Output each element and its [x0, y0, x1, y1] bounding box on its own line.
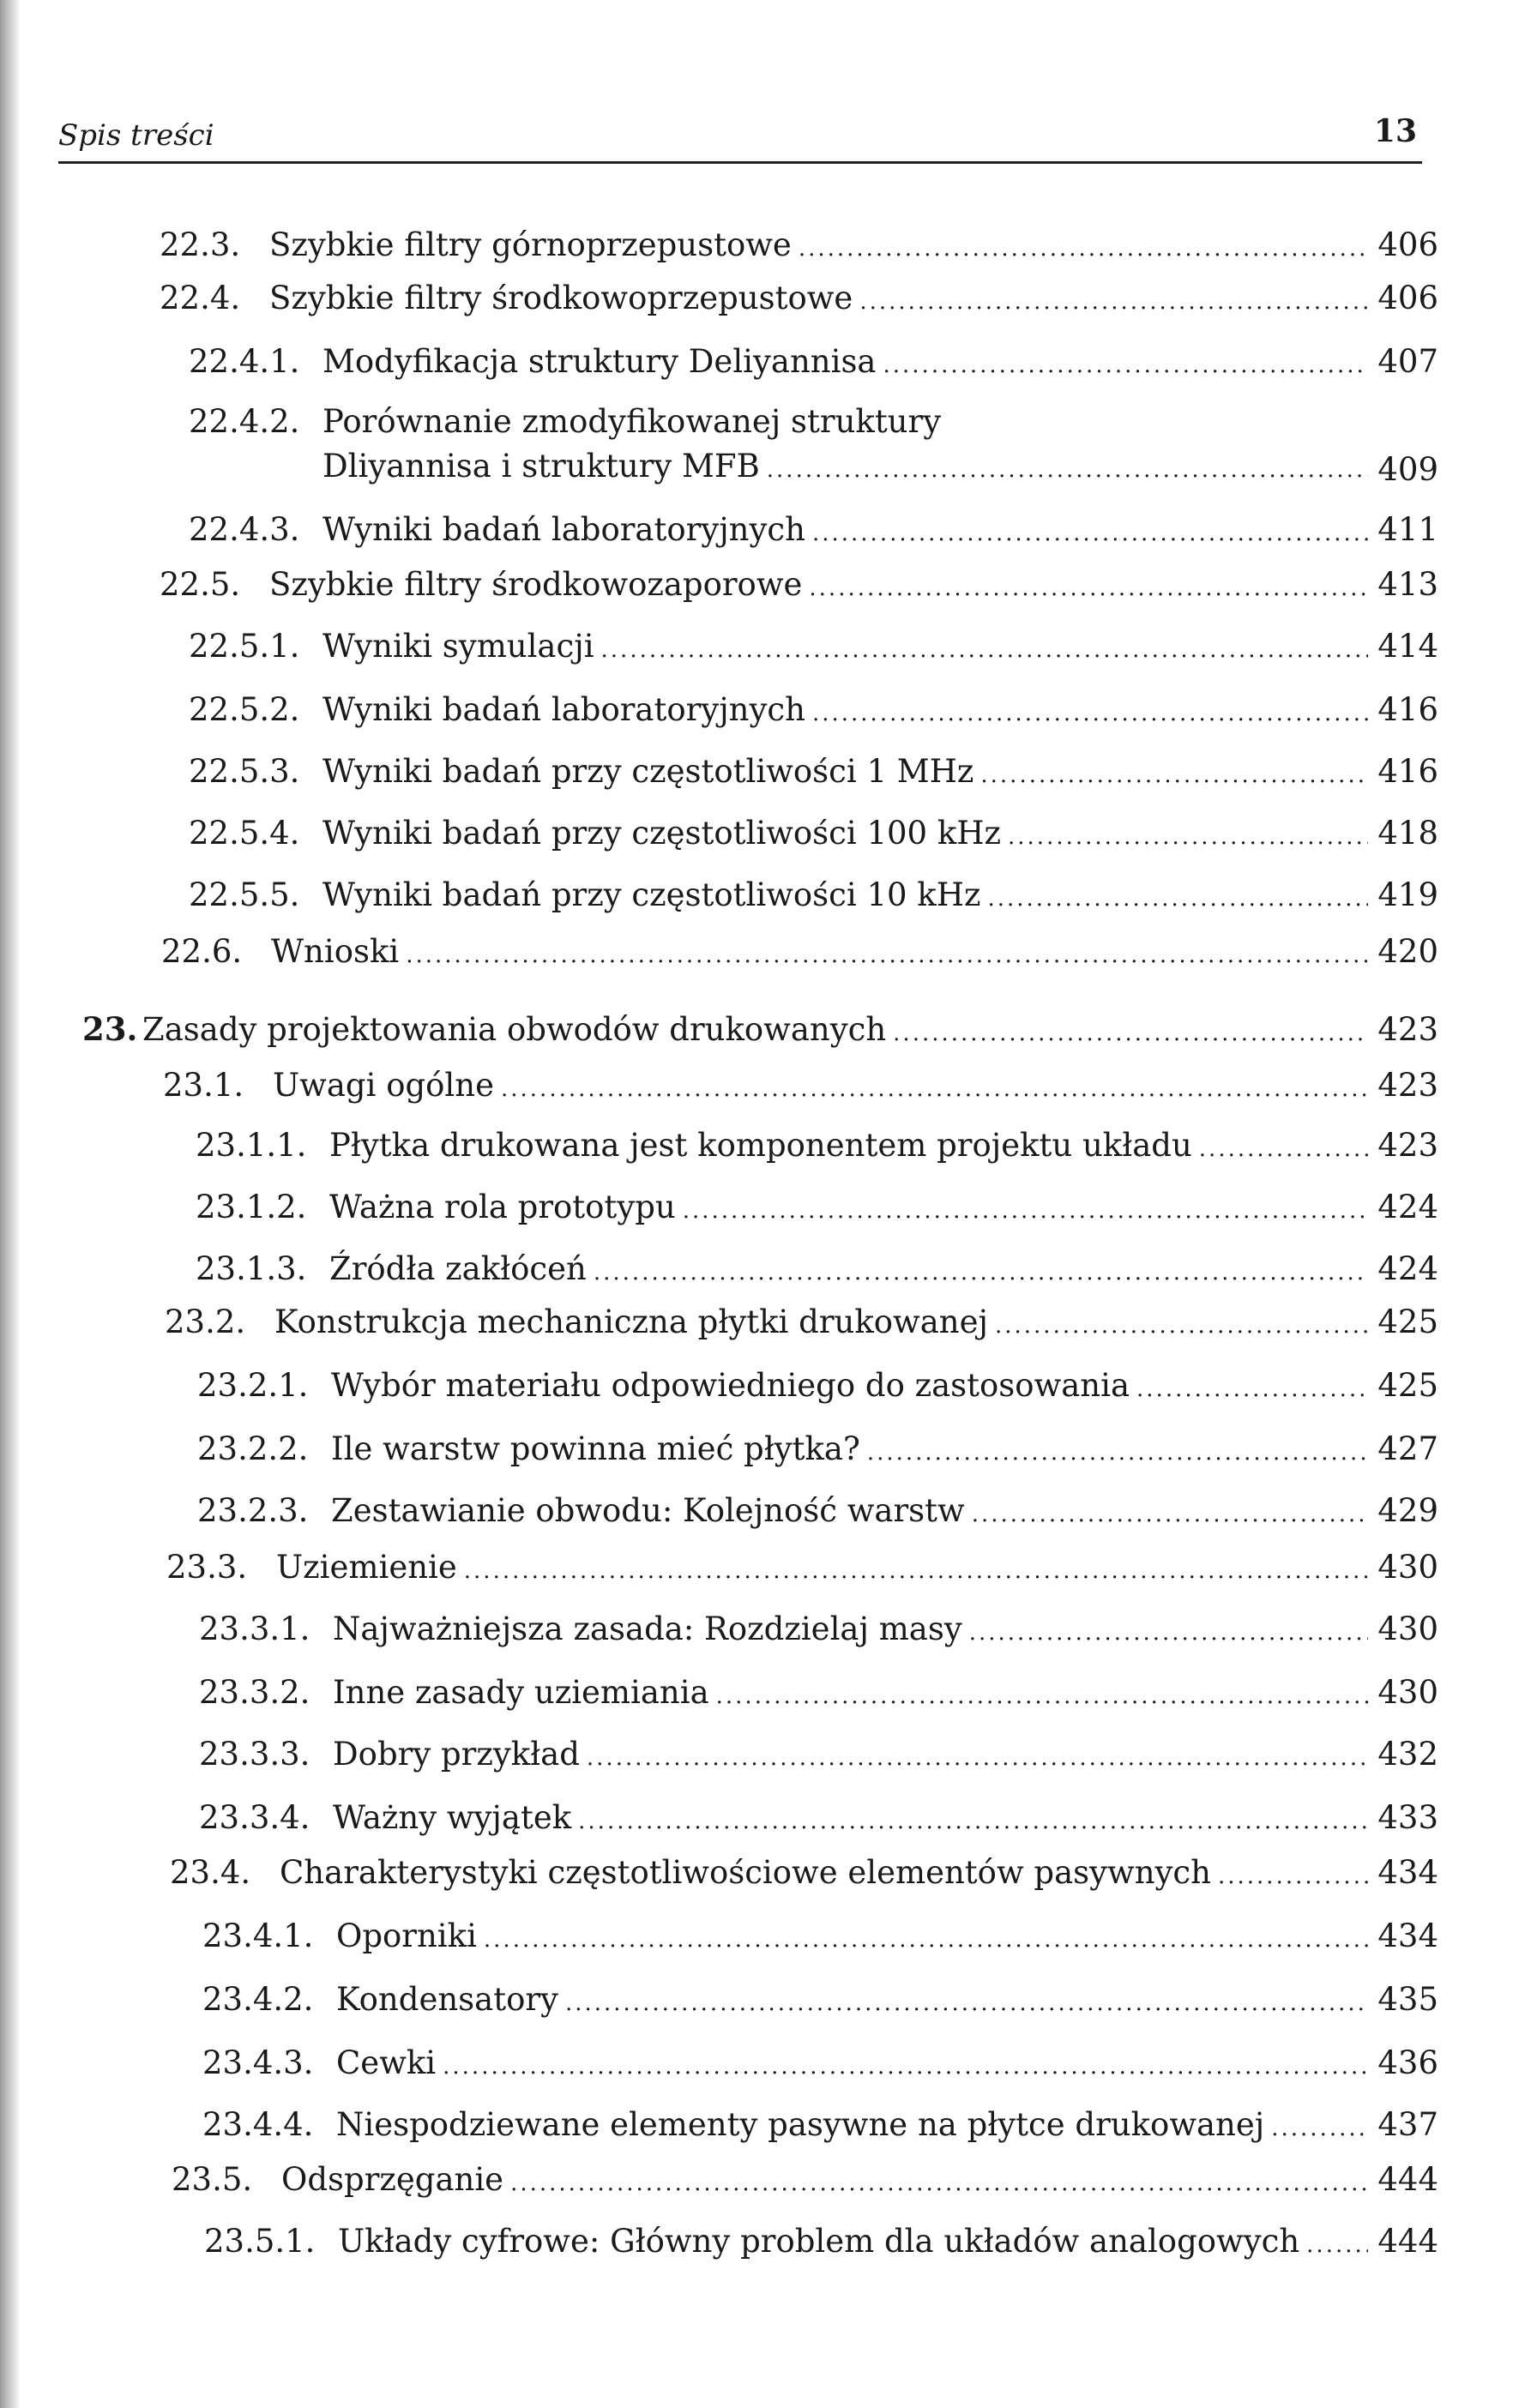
dot-leader [809, 569, 1368, 607]
toc-entry[interactable] [160, 226, 1438, 268]
toc-entry-title: Dobry przykład [333, 1736, 580, 1773]
dot-leader [565, 1984, 1368, 2022]
toc-entry-page: 416 [1377, 691, 1438, 728]
toc-entry-page: 436 [1377, 2044, 1438, 2081]
toc-entry-number: 22.3. [160, 226, 241, 263]
toc-entry-page: 424 [1377, 1189, 1438, 1225]
dot-leader [716, 1677, 1368, 1715]
toc-entry-title: Zestawianie obwodu: Kolejność warstw [331, 1492, 965, 1529]
toc-entry-number: 23.1.3. [196, 1250, 307, 1287]
toc-entry[interactable] [170, 1854, 1438, 1895]
toc-entry-title: Odsprzęganie [281, 2161, 504, 2198]
toc-entry-title: Wyniki symulacji [322, 628, 594, 665]
toc-entry[interactable] [202, 2106, 1438, 2147]
toc-entry-page: 444 [1377, 2161, 1438, 2198]
toc-entry-page: 420 [1377, 933, 1438, 970]
toc-entry[interactable] [189, 403, 1438, 489]
toc-entry[interactable] [163, 1067, 1438, 1108]
toc-entry[interactable] [196, 1127, 1438, 1168]
toc-entry-title: Uwagi ogólne [273, 1067, 494, 1104]
toc-entry[interactable] [199, 1799, 1438, 1840]
toc-entry-number: 23.4.2. [202, 1981, 314, 2018]
dot-leader [980, 756, 1368, 794]
toc-entry-page: 432 [1377, 1736, 1438, 1773]
toc-entry-page: 430 [1377, 1674, 1438, 1711]
toc-entry[interactable] [189, 815, 1438, 856]
toc-entry-number: 22.4.2. [189, 403, 300, 440]
toc-entry-page: 430 [1377, 1610, 1438, 1647]
toc-entry-page: 433 [1377, 1799, 1438, 1836]
dot-leader [1199, 1130, 1368, 1168]
toc-entry-title: Ważna rola prototypu [329, 1189, 676, 1225]
dot-leader [578, 1803, 1368, 1840]
toc-entry-page: 427 [1377, 1430, 1438, 1467]
toc-entry[interactable] [197, 1492, 1438, 1533]
toc-entry-page: 418 [1377, 815, 1438, 852]
dot-leader [972, 1496, 1368, 1533]
toc-entry[interactable] [189, 343, 1438, 384]
toc-entry-title: Ile warstw powinna mieć płytka? [331, 1430, 860, 1467]
dot-leader [867, 1434, 1368, 1472]
page-number: 13 [1373, 113, 1417, 149]
toc-entry[interactable] [197, 1430, 1438, 1472]
toc-entry-number: 22.5.3. [189, 753, 300, 790]
dot-leader [484, 1921, 1368, 1959]
dot-leader [587, 1739, 1368, 1777]
dot-leader [1218, 1857, 1368, 1895]
dot-leader [464, 1552, 1368, 1590]
toc-entry[interactable] [196, 1189, 1438, 1230]
toc-entry[interactable] [160, 566, 1438, 607]
toc-entry-title: Porównanie zmodyfikowanej struktury [322, 403, 942, 440]
toc-entry-number: 22.6. [161, 933, 243, 970]
toc-entry[interactable] [202, 1917, 1438, 1959]
dot-leader [1271, 2110, 1368, 2147]
toc-entry-number: 22.5.1. [189, 628, 300, 665]
toc-entry-number: 22.4. [160, 280, 241, 316]
toc-entry-title: Płytka drukowana jest komponentem projektu układu [329, 1127, 1192, 1164]
toc-entry-title: Kondensatory [336, 1981, 558, 2018]
dot-leader [594, 1254, 1368, 1291]
toc-entry-page: 407 [1377, 343, 1438, 380]
toc-entry-number: 23.2.3. [197, 1492, 309, 1529]
toc-entry[interactable] [202, 1981, 1438, 2022]
toc-entry[interactable] [199, 1610, 1438, 1652]
toc-entry-page: 419 [1377, 876, 1438, 913]
dot-leader [443, 2048, 1368, 2086]
toc-entry-page: 423 [1377, 1011, 1438, 1048]
toc-chapter-number: 23. [82, 1010, 138, 1048]
toc-entry-page: 406 [1377, 226, 1438, 263]
toc-entry-page: 437 [1377, 2106, 1438, 2143]
toc-entry-title: Wyniki badań przy częstotliwości 100 kHz [322, 815, 1002, 852]
toc-entry[interactable] [204, 2223, 1438, 2264]
toc-entry[interactable] [161, 933, 1438, 974]
dot-leader [995, 1307, 1368, 1345]
toc-entry-title: Wnioski [271, 933, 400, 970]
toc-entry[interactable] [189, 511, 1438, 552]
toc-entry-page: 425 [1377, 1367, 1438, 1404]
toc-entry-page: 406 [1377, 280, 1438, 316]
toc-entry-number: 23.2.1. [197, 1367, 309, 1404]
toc-entry[interactable] [199, 1736, 1438, 1777]
toc-entry-number: 22.4.1. [189, 343, 300, 380]
toc-entry-title: Modyfikacja struktury Deliyannisa [322, 343, 877, 380]
toc-entry[interactable] [189, 628, 1438, 669]
toc-entry-page: 425 [1377, 1303, 1438, 1340]
toc-entry-title: Oporniki [336, 1917, 477, 1954]
dot-leader [683, 1192, 1368, 1230]
toc-entry-number: 23.1.2. [196, 1189, 307, 1225]
toc-entry-title: Inne zasady uziemiania [333, 1674, 709, 1711]
dot-leader [406, 936, 1368, 974]
toc-entry-title: Najważniejsza zasada: Rozdzielaj masy [333, 1610, 962, 1647]
toc-entry-title: Wyniki badań laboratoryjnych [322, 511, 805, 548]
toc-entry[interactable] [202, 2044, 1438, 2086]
toc-entry-page: 416 [1377, 753, 1438, 790]
toc-entry-page: 411 [1377, 511, 1438, 548]
toc-entry-number: 23.1.1. [196, 1127, 307, 1164]
toc-entry[interactable] [172, 2161, 1438, 2202]
toc-entry-title: Konstrukcja mechaniczna płytki drukowanej [274, 1303, 988, 1340]
toc-entry-number: 23.5.1. [204, 2223, 316, 2260]
toc-entry-number: 23.3.2. [199, 1674, 310, 1711]
toc-entry-title: Cewki [336, 2044, 437, 2081]
toc-entry-title-continued: Dliyannisa i struktury MFB [322, 448, 760, 485]
toc-entry-title: Wyniki badań przy częstotliwości 1 MHz [322, 753, 974, 790]
toc-entry-title: Uziemienie [276, 1549, 457, 1586]
dot-leader [812, 695, 1368, 732]
toc-entry-title: Ważny wyjątek [333, 1799, 572, 1836]
toc-entry[interactable] [189, 876, 1438, 918]
toc-entry-page: 424 [1377, 1250, 1438, 1287]
toc-entry[interactable] [189, 753, 1438, 794]
toc-entry-number: 23.5. [172, 2161, 253, 2198]
toc-entry-number: 23.4.4. [202, 2106, 314, 2143]
toc-entry-title: Wybór materiału odpowiedniego do zastosowania [331, 1367, 1130, 1404]
dot-leader [510, 2164, 1368, 2202]
toc-entry-number: 23.2.2. [197, 1430, 309, 1467]
dot-leader [501, 1070, 1368, 1108]
toc-entry-page: 423 [1377, 1067, 1438, 1104]
dot-leader [812, 515, 1368, 552]
dot-leader [767, 451, 1368, 489]
toc-entry-page: 429 [1377, 1492, 1438, 1529]
dot-leader [601, 631, 1368, 669]
toc-entry-title: Szybkie filtry górnoprzepustowe [269, 226, 792, 263]
toc-entry-page: 435 [1377, 1981, 1438, 2018]
toc-entry-page: 430 [1377, 1549, 1438, 1586]
toc-entry-page: 444 [1377, 2223, 1438, 2260]
toc-entry-title: Źródła zakłóceń [329, 1250, 587, 1287]
toc-entry-title: Układy cyfrowe: Główny problem dla układów analogowych [338, 2223, 1300, 2260]
toc-entry-number: 22.5.5. [189, 876, 300, 913]
dot-leader [893, 1014, 1368, 1052]
dot-leader [859, 283, 1368, 321]
running-head-title: Spis treści [58, 118, 214, 153]
toc-entry-number: 23.3.1. [199, 1610, 310, 1647]
dot-leader [987, 880, 1368, 918]
toc-entry[interactable] [197, 1367, 1438, 1408]
dot-leader [1008, 818, 1368, 856]
toc-entry-page: 409 [1377, 451, 1438, 488]
toc-entry-number: 23.4.1. [202, 1917, 314, 1954]
toc-entry-number: 23.3.3. [199, 1736, 310, 1773]
dot-leader [799, 230, 1368, 268]
toc-entry-title: Wyniki badań przy częstotliwości 10 kHz [322, 876, 981, 913]
toc-entry-title: Wyniki badań laboratoryjnych [322, 691, 805, 728]
toc-entry-number: 22.5.4. [189, 815, 300, 852]
toc-entry-number: 22.5. [160, 566, 241, 603]
toc-entry-title: Szybkie filtry środkowoprzepustowe [269, 280, 853, 316]
dot-leader [883, 346, 1369, 384]
toc-entry-number: 22.5.2. [189, 691, 300, 728]
toc-entry-title: Niespodziewane elementy pasywne na płytce drukowanej [336, 2106, 1265, 2143]
dot-leader [969, 1614, 1368, 1652]
toc-entry-page: 423 [1377, 1127, 1438, 1164]
toc-entry[interactable] [166, 1549, 1438, 1590]
toc-entry-number: 23.1. [163, 1067, 244, 1104]
dot-leader [1306, 2226, 1368, 2264]
toc-entry[interactable] [160, 280, 1438, 321]
toc-entry[interactable] [196, 1250, 1438, 1291]
toc-entry-page: 434 [1377, 1854, 1438, 1891]
toc-entry[interactable] [189, 691, 1438, 732]
toc-entry[interactable] [199, 1674, 1438, 1715]
toc-entry-page: 414 [1377, 628, 1438, 665]
toc-entry-number: 23.4.3. [202, 2044, 314, 2081]
toc-entry-number: 23.4. [170, 1854, 251, 1891]
toc-entry-number: 23.3.4. [199, 1799, 310, 1836]
dot-leader [1136, 1370, 1368, 1408]
toc-chapter-title: Zasady projektowania obwodów drukowanych [142, 1011, 887, 1048]
toc-entry-title: Szybkie filtry środkowozaporowe [269, 566, 803, 603]
toc-chapter-entry[interactable] [82, 1010, 1438, 1052]
toc-entry-page: 434 [1377, 1917, 1438, 1954]
toc-entry-number: 23.2. [165, 1303, 246, 1340]
toc-entry[interactable] [165, 1303, 1438, 1345]
toc-entry-page: 413 [1377, 566, 1438, 603]
toc-entry-number: 22.4.3. [189, 511, 300, 548]
toc-entry-number: 23.3. [166, 1549, 248, 1586]
toc-entry-title: Charakterystyki częstotliwościowe elementów pasywnych [280, 1854, 1211, 1891]
